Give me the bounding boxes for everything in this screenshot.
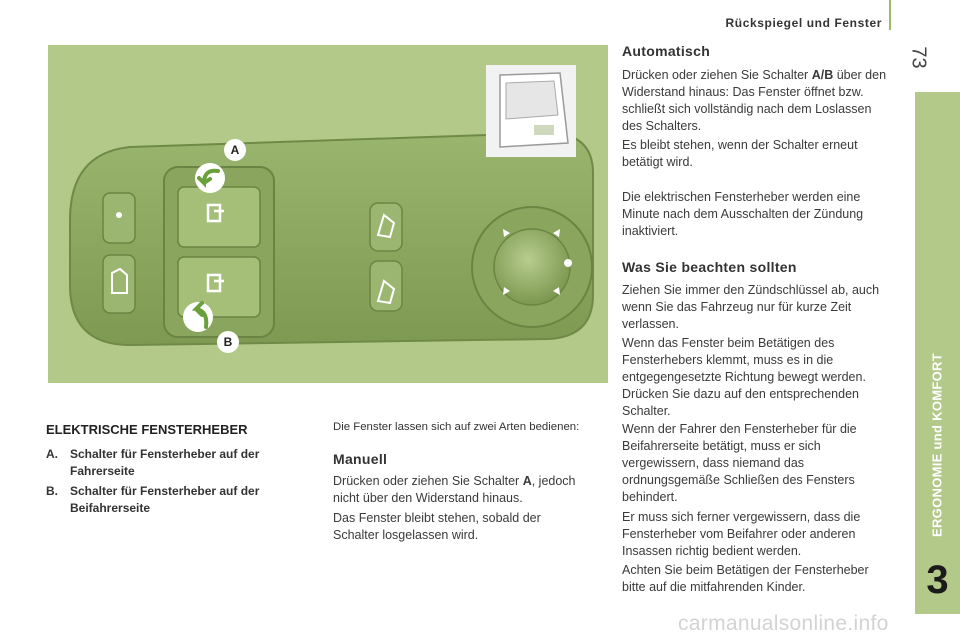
automatisch-paragraph-2: Es bleibt stehen, wenn der Schalter erneut betätigt wird. (622, 138, 858, 169)
header-divider (889, 0, 891, 30)
chapter-title: ERGONOMIE und KOMFORT (929, 353, 945, 537)
door-glass (506, 81, 558, 119)
watermark-text: carmanualsonline.info (678, 612, 889, 635)
automatisch-paragraph-3: Die elektrischen Fensterheber werden eine Minute nach dem Ausschalten der Zündung inaktiviert. (622, 190, 864, 238)
chapter-number: 3 (926, 558, 949, 602)
automatisch-heading: Automatisch (622, 43, 711, 59)
mirror-heat-button (370, 261, 402, 311)
notes-heading: Was Sie beachten sollten (622, 259, 797, 275)
door-switch-panel-drawing (48, 45, 608, 383)
legend-text: Schalter für Fensterheber auf der Fahrerseite (70, 447, 260, 478)
switch-ref: A (522, 474, 532, 488)
switch-ref: A/B (811, 68, 834, 82)
section-heading: ELEKTRISCHE FENSTERHEBER (46, 422, 248, 437)
notes-paragraph-4: Er muss sich ferner vergewissern, dass die Fensterheber vom Beifahrer oder anderen Insassen richtig bedient werden. (622, 510, 861, 558)
automatisch-paragraph-1 (622, 67, 890, 135)
text-run: Drücken oder ziehen Sie Schalter (333, 474, 523, 488)
text-run: Drücken oder ziehen Sie Schalter (622, 68, 812, 82)
label-b-badge: B (217, 331, 239, 353)
window-switch-illustration (48, 45, 608, 383)
manuell-heading: Manuell (333, 451, 388, 467)
legend-key: B. (46, 484, 58, 498)
mirror-fold-button (370, 203, 402, 251)
legend-text: Schalter für Fensterheber auf der Beifahrerseite (70, 484, 260, 515)
child-lock-button (103, 255, 135, 313)
door-switch-highlight (534, 125, 554, 135)
manuell-paragraph-1 (333, 473, 603, 507)
running-header: Rückspiegel und Fenster (725, 16, 882, 30)
page-number: 73 (907, 46, 930, 69)
mirror-select-dot-icon (564, 259, 572, 267)
notes-paragraph-3: Wenn der Fahrer den Fensterheber für die Beifahrerseite betätigt, muss er sich vergewissern, dass niemand das ordnungsgemäße Schließen des Fensters behindert. (622, 422, 857, 504)
text-run: , jedoch nicht über den Widerstand hinaus. (333, 474, 576, 505)
legend-item-a (46, 446, 290, 480)
notes-paragraph-2: Wenn das Fenster beim Betätigen des Fensterhebers klemmt, muss es in die entgegengesetzte Richtung bewegt werden. Drücken Sie dazu auf den entsprechenden Schalter. (622, 336, 866, 418)
text-run: über den Widerstand hinaus: Das Fenster öffnet bzw. schließt sich vollständig nach dem Loslassen des Schalters. (622, 68, 887, 133)
indicator-dot-icon (116, 212, 122, 218)
notes-paragraph-1: Ziehen Sie immer den Zündschlüssel ab, auch wenn Sie das Fahrzeug nur für kurze Zeit verlassen. (622, 283, 880, 331)
intro-text: Die Fenster lassen sich auf zwei Arten bedienen: (333, 421, 580, 433)
label-a-badge: A (224, 139, 246, 161)
legend-item-b (46, 483, 290, 517)
manuell-paragraph-2: Das Fenster bleibt stehen, sobald der Schalter losgelassen wird. (333, 511, 541, 542)
legend-key: A. (46, 447, 58, 461)
notes-paragraph-5: Achten Sie beim Betätigen der Fensterheber bitte auf die mitfahrenden Kinder. (622, 563, 869, 594)
